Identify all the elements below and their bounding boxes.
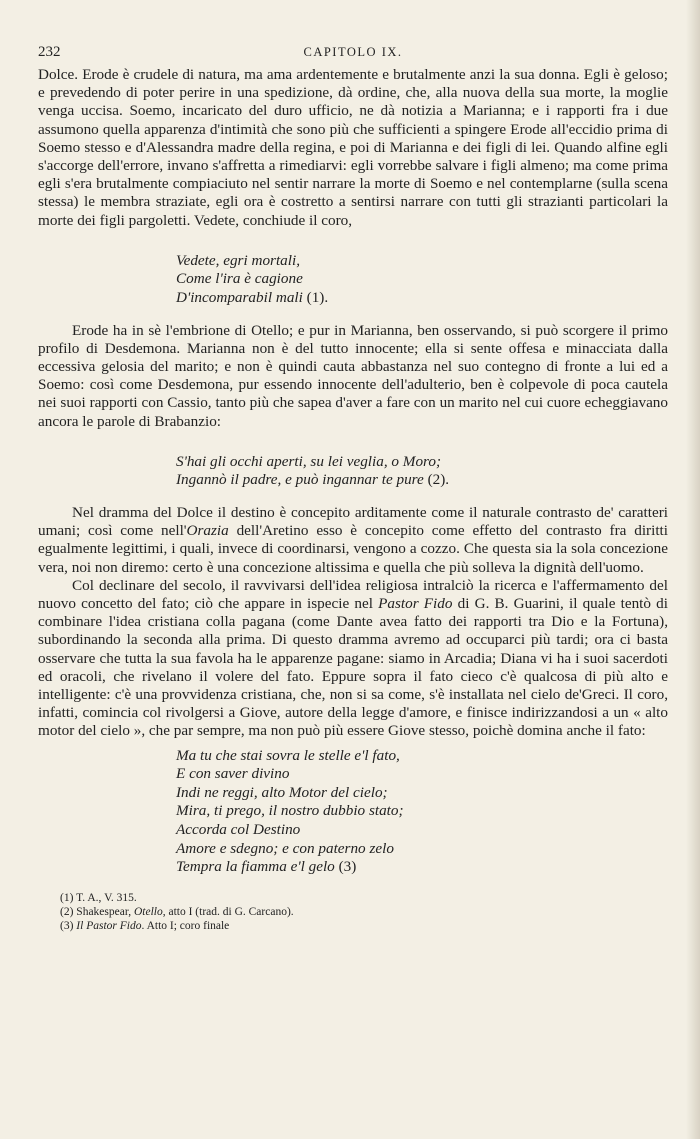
verse-line: Tempra la fiamma e'l gelo (3)	[176, 858, 357, 876]
verse-block-2	[176, 453, 668, 490]
footnote-ref: (3)	[338, 858, 357, 876]
verse-line: E con saver divino	[176, 765, 290, 783]
book-page	[38, 44, 668, 933]
verse-line: Mira, ti prego, il nostro dubbio stato;	[176, 802, 404, 820]
verse-block-1	[176, 252, 668, 308]
footnotes	[60, 891, 668, 933]
verse-line: Vedete, egri mortali,	[176, 251, 301, 269]
page-edge-shadow	[686, 0, 700, 1139]
footnote: (3) Il Pastor Fido. Atto I; coro finale	[60, 919, 230, 932]
footnote-ref: (2).	[427, 471, 450, 489]
verse-line: D'incomparabil mali (1).	[176, 289, 329, 307]
paragraph-1: Dolce. Erode è crudele di natura, ma ama ardentemente e brutalmente anzi la sua donna. Egli è geloso; e prevedendo di poter perire in una spedizione, dà ordine, che, alla nuova della sua morte, la moglie venga uccisa. Soemo, incaricato del duro ufficio, ne dà notizia a Marianna; e i rapporti fra i due assumono quella apparenza d'intimità che sono più che sufficienti a spingere Erode all'eccidio prima di Soemo stesso e d'Alessandra madre della regina, e poi di Marianna e dei figli di lei. Quando alfine egli s'accorge dell'errore, invano s'affretta a rimediarvi: egli vorrebbe salvare i figli almeno; ma come prima egli s'era brutalmente compiaciuto nel sentir narrare la morte di Soemo e nel contemplarne (sulla scena stessa) le membra straziate, egli ora è costretto a sentirsi narrare con tutti gli strazianti particolari la morte dei figli pargoletti. Vedete, conchiude il coro,	[38, 66, 668, 229]
verse-line: Accorda col Destino	[176, 821, 301, 839]
verse-line: Indi ne reggi, alto Motor del cielo;	[176, 783, 388, 801]
page-header	[38, 44, 668, 64]
verse-line: Amore e sdegno; e con paterno zelo	[176, 839, 394, 857]
verse-line: Ma tu che stai sovra le stelle e'l fato,	[176, 746, 400, 764]
paragraph-2: Erode ha in sè l'embrione di Otello; e pur in Marianna, ben osservando, si può scorgere il primo profilo di Desdemona. Marianna non è del tutto innocente; ella si sente offesa e minacciata dalla eccessiva gelosia del marito; e non è quindi cauta abbastanza nel suo contegno di fronte a lui ed a Soemo: così come Desdemona, pur essendo innocente dell'adulterio, ben è colpevole di poca cautela nei suoi rapporti con Cassio, tanto più che sapea d'aver a fare con un marito nel cui cuore echeggiavano ancora le parole di Brabanzio:	[38, 321, 668, 430]
verse-block-3	[176, 747, 668, 877]
paragraph-3: Nel dramma del Dolce il destino è concepito arditamente come il naturale contrasto de' caratteri umani; così come nell'Orazia dell'Aretino esso è concepito come effetto del contrasto fra diritti egualmente legittimi, i quali, invece di coordinarsi, vengono a cozzo. Che questa sia la sola concezione vera, noi non diremo: certo è una concezione altissima e quella che più solleva la dignità dell'uomo.	[38, 504, 668, 576]
running-title: CAPITOLO IX.	[303, 45, 403, 59]
paragraph-4: Col declinare del secolo, il ravvivarsi dell'idea religiosa intralciò la ricerca e l'affermamento del nuovo concetto del fato; ciò che appare in ispecie nel Pastor Fido di G. B. Guarini, il quale tentò di combinare l'idea cristiana colla pagana (come Dante avea fatto dei rapporti tra Dio e la Fortuna), subordinando la seconda alla prima. Di questo dramma avremo ad occuparci più tardi; ora ci basta osservare che tutta la sua favola ha le apparenze pagane: siamo in Arcadia; Diana vi ha i suoi sacerdoti ed oracoli, che rivelano il volere del fato. Eppure sopra il fato cieco c'è qualcosa di più alto e intelligente: c'è una provvidenza cristiana, che, non si sa come, s'è installata nel cielo de'Greci. Il coro, infatti, comincia col rivolgersi a Giove, autore della legge d'amore, e finisce indirizzandosi a un « alto motor del cielo », che par sempre, ma non può più essere Giove stesso, poichè domina anche il fato:	[38, 576, 668, 740]
work-title: Pastor Fido	[378, 595, 453, 613]
footnote: (1) T. A., V. 315.	[60, 891, 137, 904]
verse-line: S'hai gli occhi aperti, su lei veglia, o Moro;	[176, 452, 442, 470]
footnote: (2) Shakespear, Otello, atto I (trad. di G. Carcano).	[60, 905, 294, 918]
page-number: 232	[38, 44, 61, 60]
work-title: Orazia	[186, 522, 229, 540]
footnote-ref: (1).	[306, 289, 329, 307]
verse-line: Ingannò il padre, e può ingannar te pure (2).	[176, 471, 450, 489]
verse-line: Come l'ira è cagione	[176, 270, 303, 288]
